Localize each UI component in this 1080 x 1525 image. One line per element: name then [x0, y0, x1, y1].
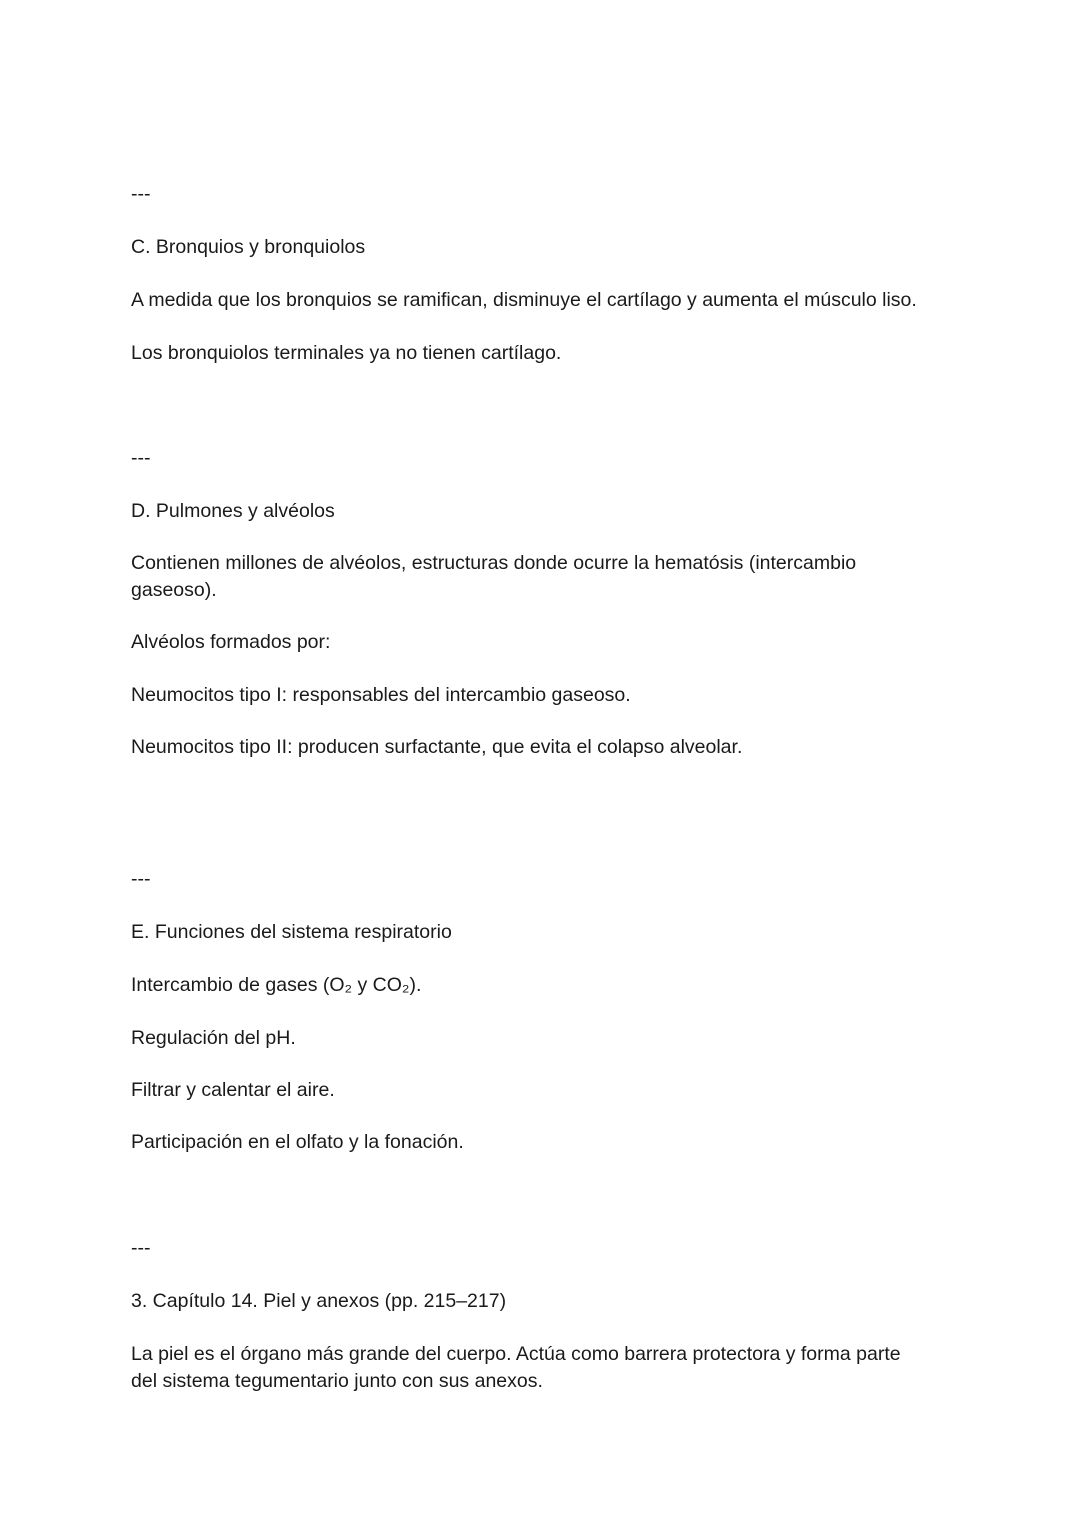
list-item: Intercambio de gases (O₂ y CO₂). [131, 974, 422, 996]
separator: --- [131, 183, 151, 205]
list-item: Regulación del pH. [131, 1027, 296, 1049]
section-heading-d: D. Pulmones y alvéolos [131, 500, 335, 522]
separator: --- [131, 868, 151, 890]
list-item: Neumocitos tipo I: responsables del intercambio gaseoso. [131, 684, 631, 706]
separator: --- [131, 447, 151, 469]
list-item: Filtrar y calentar el aire. [131, 1079, 335, 1101]
section-heading-e: E. Funciones del sistema respiratorio [131, 921, 452, 943]
list-item: Participación en el olfato y la fonación. [131, 1131, 464, 1153]
paragraph: Los bronquiolos terminales ya no tienen cartílago. [131, 342, 562, 364]
separator: --- [131, 1237, 151, 1259]
section-heading-c: C. Bronquios y bronquiolos [131, 236, 366, 258]
paragraph: La piel es el órgano más grande del cuerpo. Actúa como barrera protectora y forma parte del sistema tegumentario junto con sus anexos. [131, 1343, 901, 1392]
list-item: Neumocitos tipo II: producen surfactante, que evita el colapso alveolar. [131, 736, 743, 758]
chapter-heading: 3. Capítulo 14. Piel y anexos (pp. 215–217) [131, 1290, 507, 1312]
paragraph: Alvéolos formados por: [131, 631, 331, 653]
paragraph: Contienen millones de alvéolos, estructuras donde ocurre la hematósis (intercambio gaseoso). [131, 552, 857, 601]
paragraph: A medida que los bronquios se ramifican, disminuye el cartílago y aumenta el músculo liso. [131, 289, 917, 311]
